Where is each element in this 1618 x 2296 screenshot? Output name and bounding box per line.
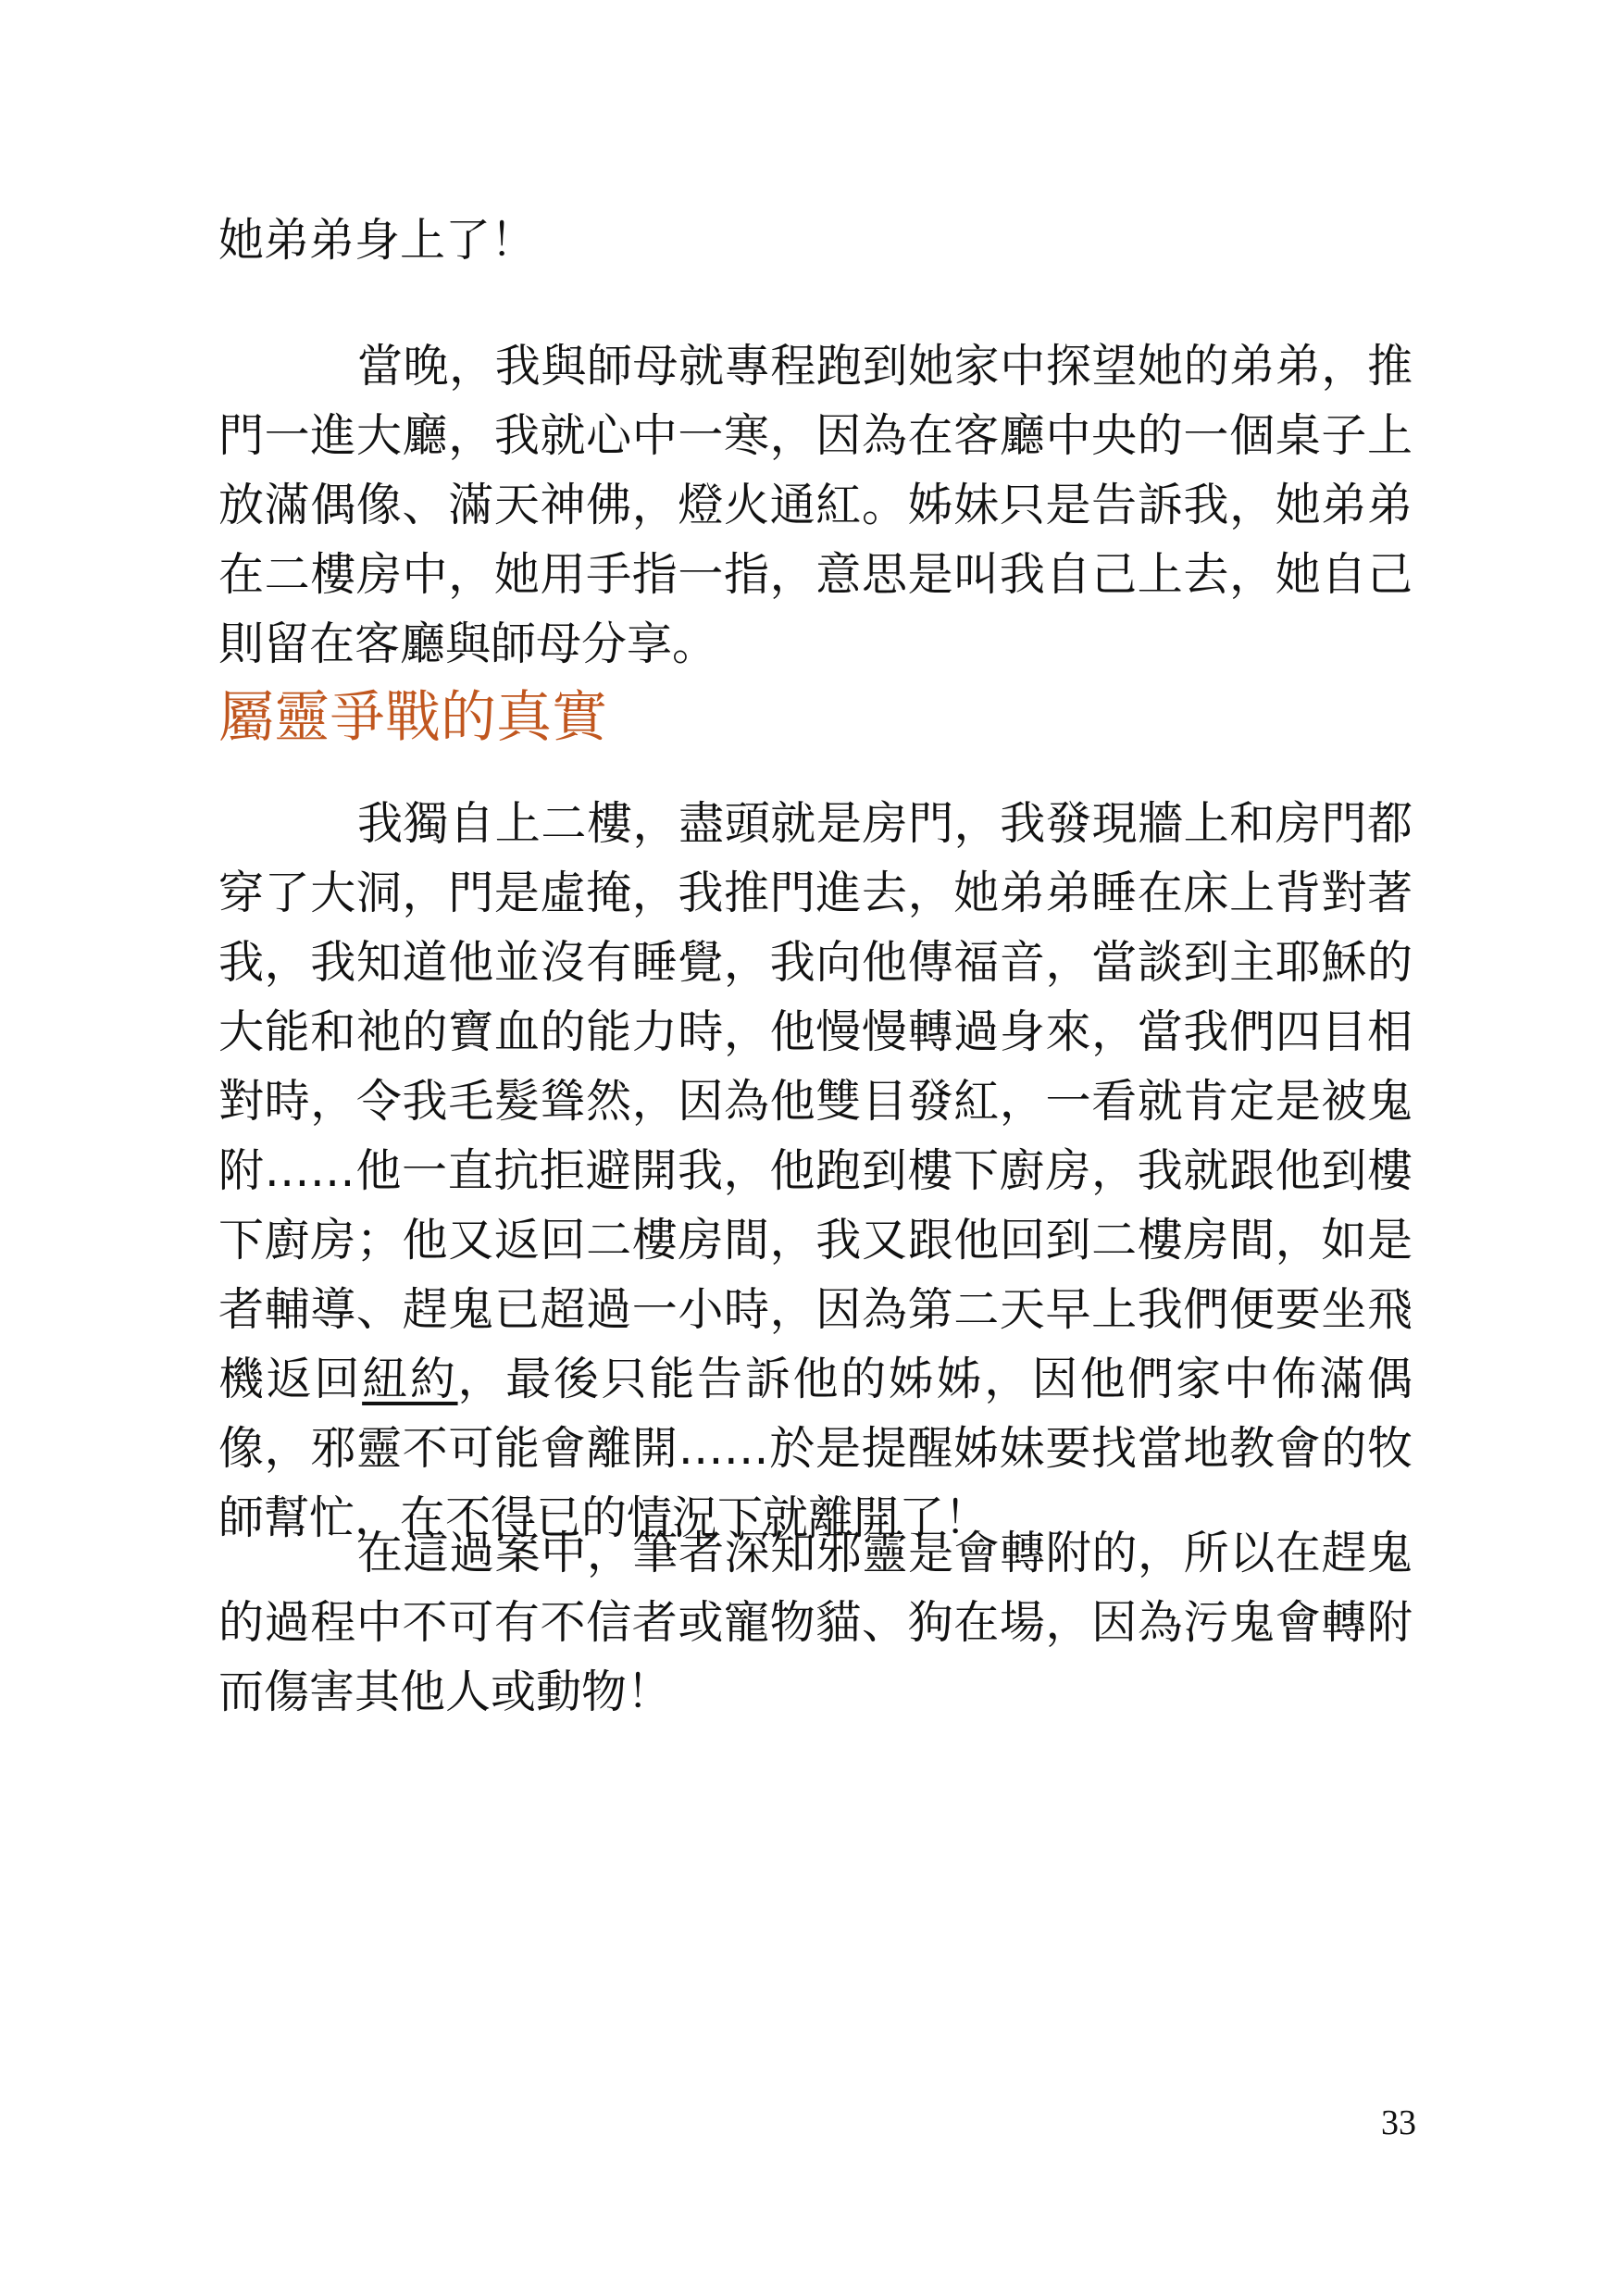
paragraph-2-text-before: 我獨自上二樓，盡頭就是房門，我發現牆上和房門都穿了大洞，門是虛掩，我推門進去，她弟弟睡在床上背對著我，我知道他並沒有睡覺，我向他傳福音，當談到主耶穌的大能和祂的寶血的能力時，他慢慢轉過身來，當我們四目相對時，令我毛髮聳然，因為他雙目發紅，一看就肯定是被鬼附……他一直抗拒避開我，他跑到樓下廚房，我就跟他到樓下廚房；他又返回二樓房間，我又跟他回到二樓房間，如是者輔導、趕鬼已超過一小時，因為第二天早上我們便要坐飛機返回 — [218, 797, 1413, 1405]
section-heading: 屬靈爭戰的真實 — [218, 685, 607, 750]
paragraph-3: 在這過案中，筆者深知邪靈是會轉附的，所以在趕鬼的過程中不可有不信者或寵物貓、狗在場，因為污鬼會轉附而傷害其他人或動物！ — [218, 1527, 1413, 1718]
continuation-line: 她弟弟身上了！ — [218, 214, 537, 267]
underlined-place-name: 紐約 — [362, 1353, 458, 1405]
paragraph-2 — [218, 789, 1413, 1553]
paragraph-2-text-after: ，最後只能告訴他的姊姊，因他們家中佈滿偶像，邪靈不可能會離開……於是提醒姊妹要找當地教會的牧師幫忙，在不得已的情況下就離開了！ — [218, 1353, 1413, 1544]
paragraph-1: 當晚，我與師母就專程跑到她家中探望她的弟弟，推門一進大廳，我就心中一寒，因為在客廳中央的一個桌子上放滿偶像、滿天神佛，燈火通紅。姊妹只是告訴我，她弟弟在二樓房中，她用手指一指，意思是叫我自己上去，她自己則留在客廳與師母分享。 — [218, 340, 1413, 670]
page-number: 33 — [1381, 2103, 1416, 2142]
